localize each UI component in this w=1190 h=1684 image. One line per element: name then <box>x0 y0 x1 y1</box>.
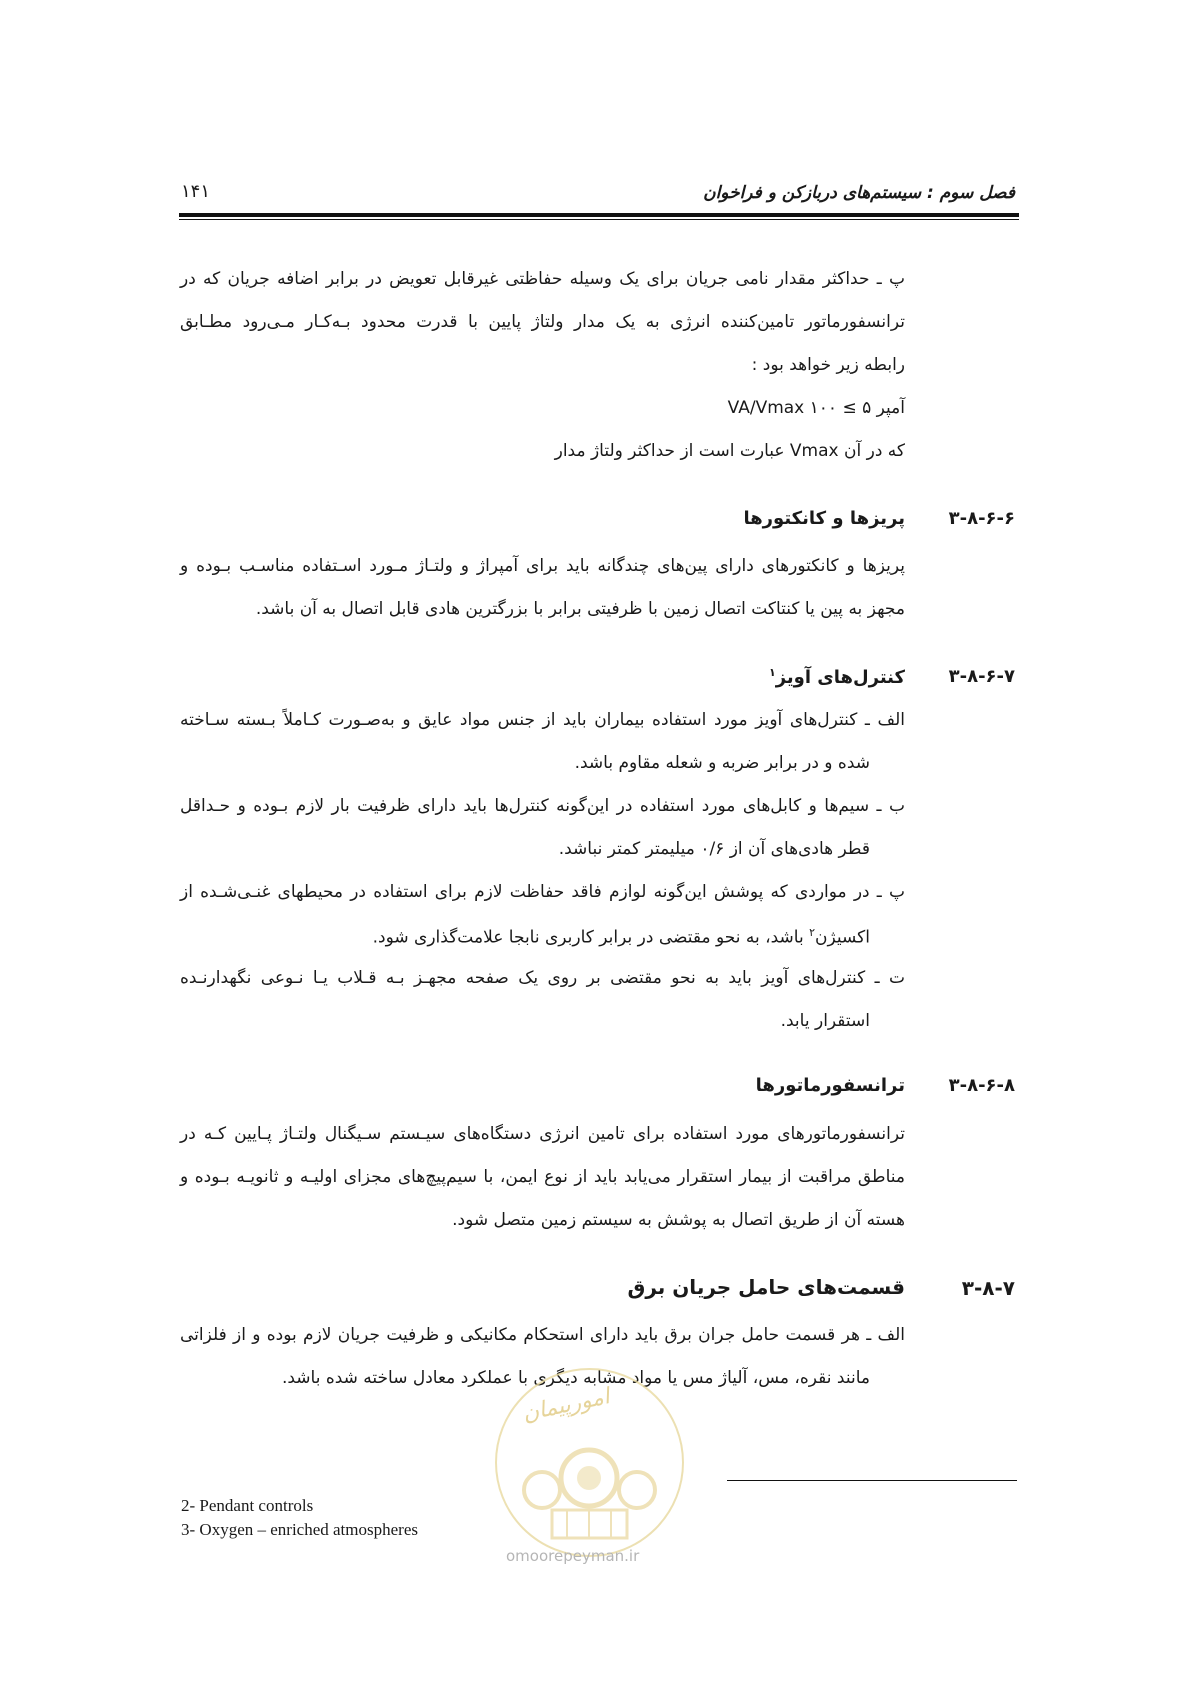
section-title: ترانسفورماتورها <box>755 1075 905 1096</box>
item-p-line1: پ ـ در مواردی که پوشش این‌گونه لوازم فاقد حفاظت لازم برای استفاده در محیطهای غنـی‌شـده از <box>180 882 905 902</box>
item-a-line1: الف ـ کنترل‌های آویز مورد استفاده بیماران باید از جنس مواد عایق و به‌صـورت کـاملاً بـسته سـاخته <box>180 710 905 730</box>
para-p-line3: رابطه زیر خواهد بود : <box>751 355 905 375</box>
section-number: ۳-۸-۶-۷ <box>948 666 1015 687</box>
item-t-line2: استقرار یابد. <box>780 1011 870 1031</box>
item-b-line2: قطر هادی‌های آن از ۰/۶ میلیمتر کمتر نباشد. <box>558 839 870 859</box>
item-p-line2 <box>373 927 870 947</box>
footnote-rule <box>727 1480 1017 1481</box>
section-title <box>769 666 905 688</box>
page-number: ۱۴۱ <box>181 181 211 202</box>
para-line: الف ـ هر قسمت حامل جران برق باید دارای استحکام مکانیکی و ظرفیت جریان لازم بوده و از فلزاتی <box>180 1325 905 1345</box>
item-p-rest: باشد، به نحو مقتضی در برابر کاربری نابجا علامت‌گذاری شود. <box>372 927 810 948</box>
para-p-line2: ترانسفورماتور تامین‌کننده انرژی به یک مدار ولتاژ پایین با قدرت محدود بـه‌کـار مـی‌رود مطـابق <box>180 312 905 332</box>
para-line: پریزها و کانکتورهای دارای پین‌های چندگانه باید برای آمپراژ و ولتـاژ مـورد اسـتفاده مناسـب بـوده و <box>180 556 905 576</box>
item-t-line1: ت ـ کنترل‌های آویز باید به نحو مقتضی بر روی یک صفحه مجهـز بـه قـلاب یـا نـوعی نگهدارنـده <box>180 968 905 988</box>
header-rule-thin <box>179 219 1019 220</box>
footnote-3: 3- Oxygen – enriched atmospheres <box>181 1520 418 1539</box>
footnote-ref: ۱ <box>768 666 776 679</box>
item-a-line2: شده و در برابر ضربه و شعله مقاوم باشد. <box>574 753 870 773</box>
chapter-title: فصل سوم : سیستم‌های دربازکن و فراخوان <box>703 183 1015 203</box>
section-title: پریزها و کانکتورها <box>743 508 905 529</box>
section-title-text: کنترل‌های آویز <box>775 667 905 688</box>
formula: آمپر ۵ ≥ VA/Vmax ۱۰۰ <box>727 398 905 418</box>
section-number: ۳-۸-۷ <box>961 1276 1015 1300</box>
watermark-text: امورپیمان <box>520 1384 612 1427</box>
footnote-2: 2- Pendant controls <box>181 1496 314 1515</box>
para-line: مناطق مراقبت از بیمار استقرار می‌یابد باید از نوع ایمن، با سیم‌پیچ‌های مجزای اولیـه و ثانویـه بـوده و <box>180 1167 905 1187</box>
para-p-line5: که در آن Vmax عبارت است از حداکثر ولتاژ مدار <box>554 441 905 461</box>
section-number: ۳-۸-۶-۶ <box>948 508 1015 529</box>
footnote-ref: ۲ <box>809 926 816 939</box>
section-title: قسمت‌های حامل جریان برق <box>627 1275 905 1299</box>
para-p-line1: پ ـ حداکثر مقدار نامی جریان برای یک وسیله حفاظتی غیرقابل تعویض در برابر اضافه جریان که در <box>180 269 905 289</box>
item-p-word: اکسیژن <box>815 927 870 948</box>
para-line: مجهز به پین یا کنتاکت اتصال زمین با ظرفیتی برابر با بزرگترین هادی قابل اتصال به آن باشد. <box>255 599 905 619</box>
para-line: مانند نقره، مس، آلیاژ مس یا مواد مشابه دیگری با عملکرد معادل ساخته شده باشد. <box>281 1368 870 1388</box>
para-line: هسته آن از طریق اتصال به پوشش به سیستم زمین متصل شود. <box>452 1210 905 1230</box>
header-rule-thick <box>179 213 1019 217</box>
para-line: ترانسفورماتورهای مورد استفاده برای تامین انرژی دستگاه‌های سیـستم سـیگنال ولتـاژ پـایین کـه در <box>180 1124 905 1144</box>
item-b-line1: ب ـ سیم‌ها و کابل‌های مورد استفاده در این‌گونه کنترل‌ها باید دارای ظرفیت بار لازم بـوده و حـداقل <box>180 796 905 816</box>
watermark-url: omoorepeyman.ir <box>506 1547 640 1565</box>
section-number: ۳-۸-۶-۸ <box>948 1075 1015 1096</box>
